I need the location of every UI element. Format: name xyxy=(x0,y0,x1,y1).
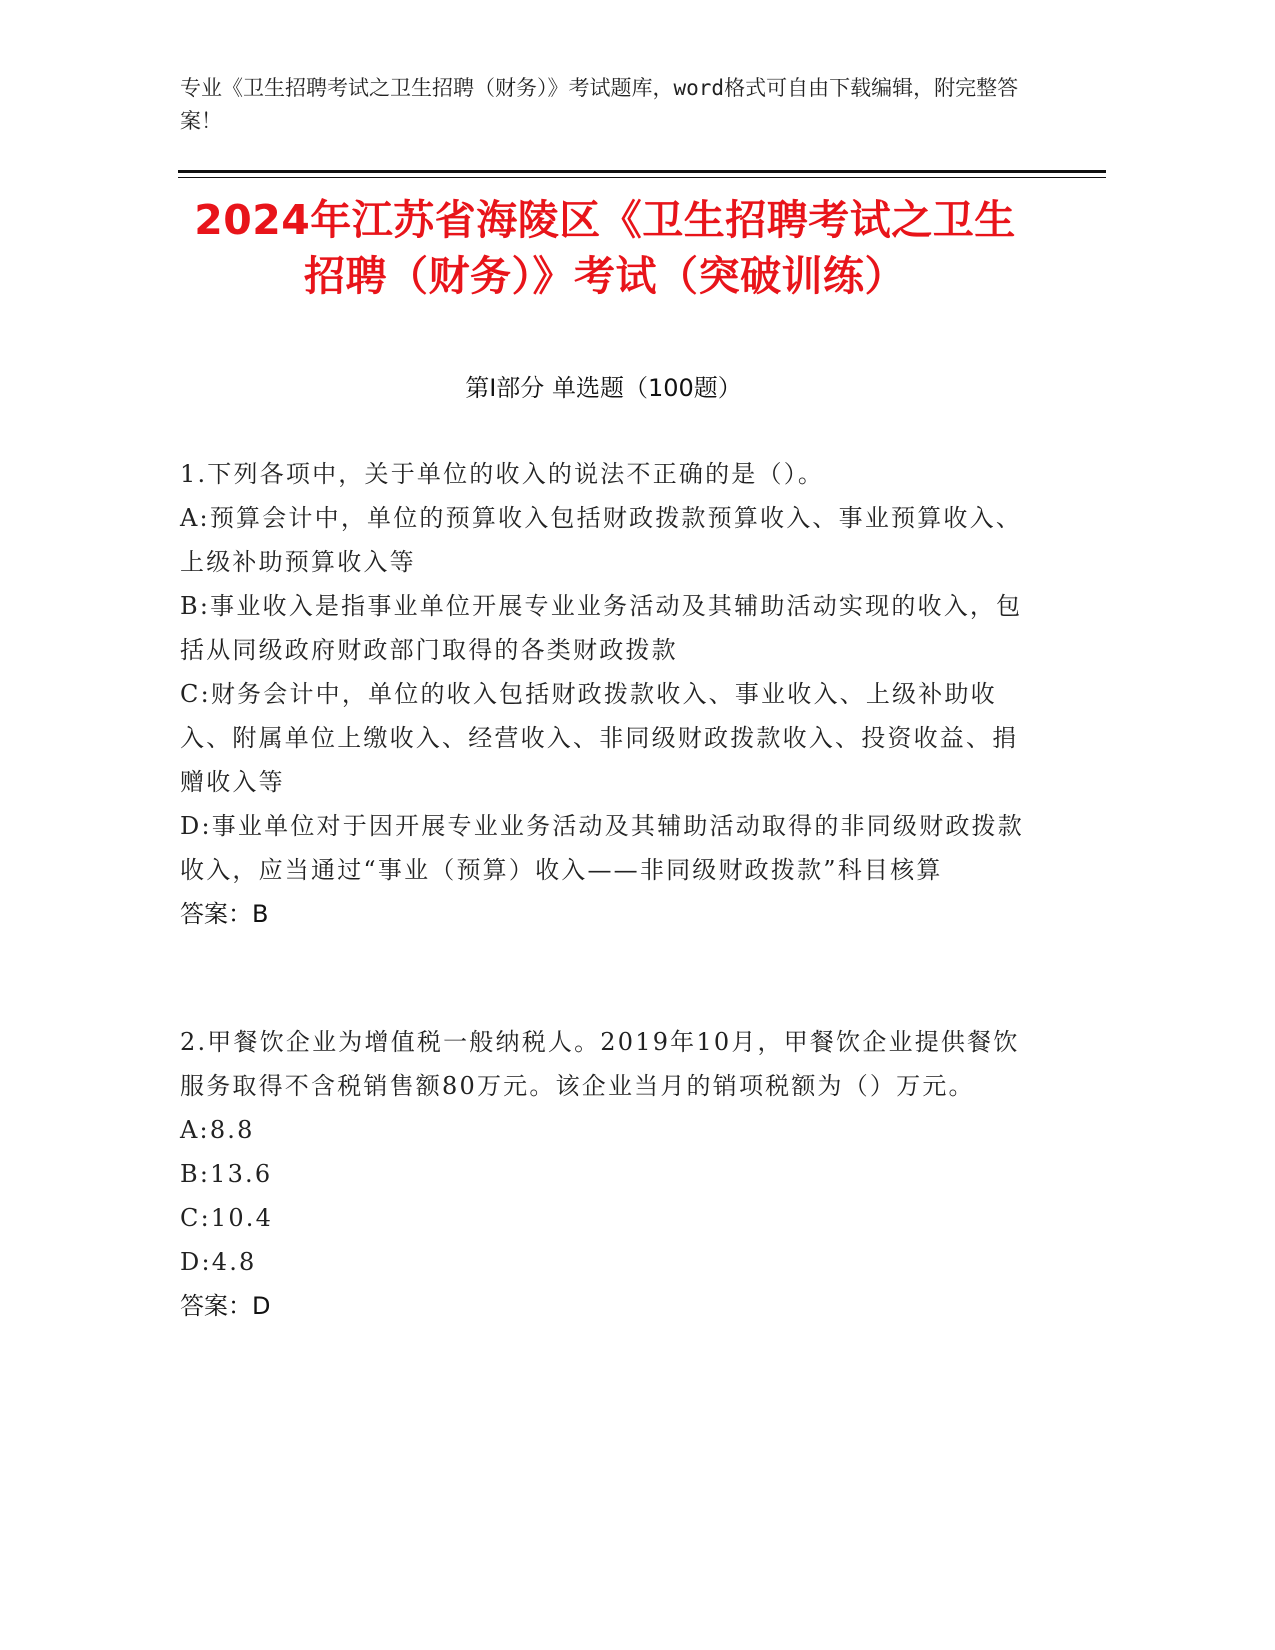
question-1 xyxy=(180,452,1040,936)
section-heading: 第I部分 单选题（100题） xyxy=(465,374,742,402)
option-a: A:8.8 xyxy=(180,1116,255,1144)
answer-value: B xyxy=(252,900,269,928)
answer-label: 答案： xyxy=(180,900,252,928)
title-line-1: 2024年江苏省海陵区《卫生招聘考试之卫生 xyxy=(194,196,1016,244)
option-c: C:10.4 xyxy=(180,1204,274,1232)
option-b: B:事业收入是指事业单位开展专业业务活动及其辅助活动实现的收入，包括从同级政府财政部门取得的各类财政拨款 xyxy=(180,592,1023,664)
document-title xyxy=(150,192,1060,304)
question-stem: 1.下列各项中，关于单位的收入的说法不正确的是（）。 xyxy=(180,460,825,488)
option-d: D:事业单位对于因开展专业业务活动及其辅助活动取得的非同级财政拨款收入，应当通过“事业（预算）收入——非同级财政拨款”科目核算 xyxy=(180,812,1024,884)
answer-label: 答案： xyxy=(180,1292,252,1320)
header-rule-thick xyxy=(178,170,1106,173)
header-rule-thin xyxy=(178,177,1106,178)
option-b: B:13.6 xyxy=(180,1160,273,1188)
answer-line xyxy=(180,1284,1040,1328)
question-stem: 2.甲餐饮企业为增值税一般纳税人。2019年10月，甲餐饮企业提供餐饮服务取得不含税销售额80万元。该企业当月的销项税额为（）万元。 xyxy=(180,1028,1020,1100)
title-line-2: 招聘（财务）》考试（突破训练） xyxy=(304,252,906,300)
answer-value: D xyxy=(252,1292,271,1320)
option-d: D:4.8 xyxy=(180,1248,257,1276)
question-2 xyxy=(180,1020,1040,1328)
option-c: C:财务会计中，单位的收入包括财政拨款收入、事业收入、上级补助收入、附属单位上缴收入、经营收入、非同级财政拨款收入、投资收益、捐赠收入等 xyxy=(180,680,1019,796)
option-a: A:预算会计中，单位的预算收入包括财政拨款预算收入、事业预算收入、上级补助预算收入等 xyxy=(180,504,1023,576)
header-note: 专业《卫生招聘考试之卫生招聘（财务）》考试题库，word格式可自由下载编辑，附完整答案！ xyxy=(180,76,1019,133)
answer-line xyxy=(180,892,1040,936)
